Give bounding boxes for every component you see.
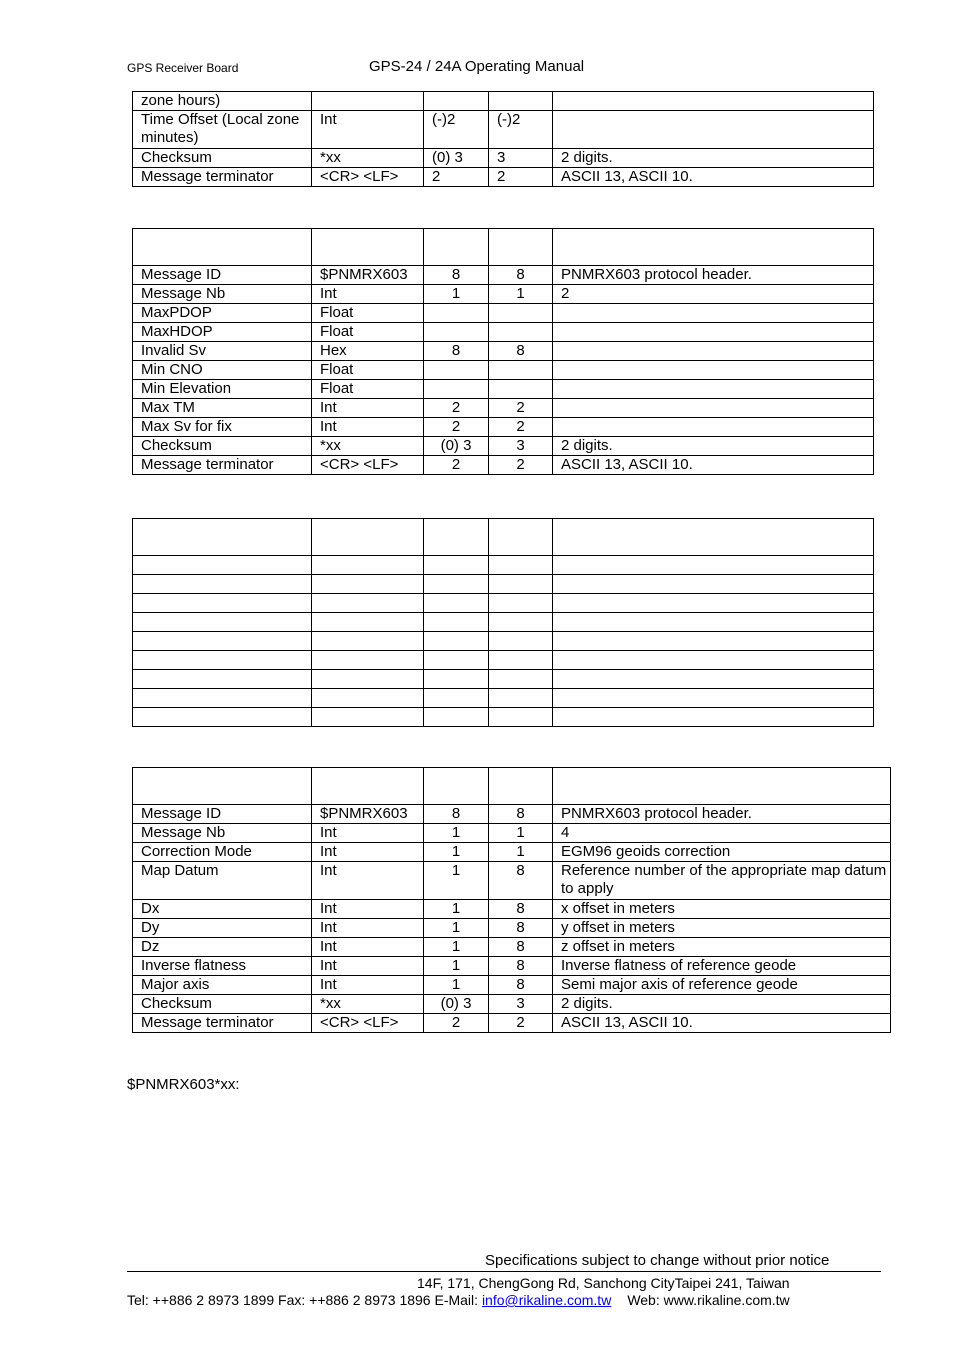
cell: Min CNO — [133, 361, 312, 380]
footer-contact — [127, 1292, 790, 1308]
table-row — [133, 342, 874, 361]
cell: 8 — [424, 342, 489, 361]
cell — [553, 342, 874, 361]
cell: Float — [312, 304, 424, 323]
cell: Message terminator — [133, 456, 312, 475]
table-header-row — [133, 768, 891, 805]
cell — [133, 575, 312, 594]
cell — [424, 768, 489, 805]
table-row — [133, 323, 874, 342]
cell: Dz — [133, 938, 312, 957]
table-row — [133, 976, 891, 995]
cell: (-)2 — [489, 111, 553, 149]
cell: Invalid Sv — [133, 342, 312, 361]
footer-contact-text: Tel: ++886 2 8973 1899 Fax: ++886 2 8973 1896 E-Mail: — [127, 1292, 482, 1308]
cell — [424, 708, 489, 727]
cell — [424, 575, 489, 594]
table-row — [133, 843, 891, 862]
cell: Int — [312, 111, 424, 149]
cell: *xx — [312, 437, 424, 456]
cell: Int — [312, 862, 424, 900]
cell — [489, 304, 553, 323]
cell — [489, 575, 553, 594]
cell: 1 — [424, 957, 489, 976]
table-time-offset — [132, 91, 874, 187]
table-row — [133, 919, 891, 938]
table2-body — [133, 266, 874, 475]
cell: 1 — [424, 862, 489, 900]
cell: zone hours) — [133, 92, 312, 111]
cell: Dy — [133, 919, 312, 938]
cell: Map Datum — [133, 862, 312, 900]
cell: 1 — [489, 824, 553, 843]
cell: <CR> <LF> — [312, 168, 424, 187]
table-row — [133, 957, 891, 976]
cell: Max Sv for fix — [133, 418, 312, 437]
table-row — [133, 111, 874, 149]
cell — [489, 519, 553, 556]
table-row — [133, 266, 874, 285]
cell: Message Nb — [133, 824, 312, 843]
email-link[interactable]: info@rikaline.com.tw — [481, 1292, 612, 1308]
cell — [133, 594, 312, 613]
cell: Int — [312, 418, 424, 437]
table-row — [133, 437, 874, 456]
cell: 2 digits. — [553, 995, 891, 1014]
table-row — [133, 285, 874, 304]
cell: 3 — [489, 149, 553, 168]
cell — [424, 304, 489, 323]
cell: 2 digits. — [553, 149, 874, 168]
cell — [312, 670, 424, 689]
table-row — [133, 995, 891, 1014]
table-row — [133, 304, 874, 323]
cell: Checksum — [133, 437, 312, 456]
table-row — [133, 361, 874, 380]
cell — [133, 519, 312, 556]
table-row — [133, 168, 874, 187]
cell: *xx — [312, 995, 424, 1014]
cell: Max TM — [133, 399, 312, 418]
cell: Int — [312, 938, 424, 957]
cell: ASCII 13, ASCII 10. — [553, 1014, 891, 1033]
table-row — [133, 805, 891, 824]
table-row — [133, 938, 891, 957]
cell: 1 — [424, 938, 489, 957]
table-row — [133, 556, 874, 575]
cell: 8 — [489, 900, 553, 919]
cell — [553, 556, 874, 575]
cell — [133, 613, 312, 632]
cell — [312, 613, 424, 632]
cell — [312, 594, 424, 613]
cell: 8 — [489, 862, 553, 900]
cell — [133, 632, 312, 651]
cell — [489, 689, 553, 708]
cell — [312, 708, 424, 727]
cell: Correction Mode — [133, 843, 312, 862]
cell — [133, 670, 312, 689]
table-row — [133, 632, 874, 651]
cell: Message ID — [133, 805, 312, 824]
cell: 4 — [553, 824, 891, 843]
table-row — [133, 862, 891, 900]
cell: <CR> <LF> — [312, 456, 424, 475]
cell: Int — [312, 399, 424, 418]
table-row — [133, 900, 891, 919]
cell: 8 — [489, 976, 553, 995]
header-left: GPS Receiver Board — [127, 61, 239, 75]
table-row — [133, 1014, 891, 1033]
cell — [553, 708, 874, 727]
cell: 1 — [424, 976, 489, 995]
cell — [312, 556, 424, 575]
cell: Float — [312, 361, 424, 380]
cell: Reference number of the appropriate map datum to apply — [553, 862, 891, 900]
cell: Hex — [312, 342, 424, 361]
cell — [133, 689, 312, 708]
cell — [424, 556, 489, 575]
cell: y offset in meters — [553, 919, 891, 938]
table-row — [133, 575, 874, 594]
cell: PNMRX603 protocol header. — [553, 805, 891, 824]
cell — [489, 323, 553, 342]
cell: $PNMRX603 — [312, 805, 424, 824]
cell — [553, 361, 874, 380]
cell — [553, 575, 874, 594]
table-pnmrx603-nb4 — [132, 767, 891, 1033]
cell — [424, 632, 489, 651]
cell — [489, 613, 553, 632]
table-row — [133, 149, 874, 168]
cell — [312, 689, 424, 708]
cell: Semi major axis of reference geode — [553, 976, 891, 995]
cell — [312, 519, 424, 556]
cell: (-)2 — [424, 111, 489, 149]
table-row — [133, 399, 874, 418]
cell: z offset in meters — [553, 938, 891, 957]
cell: 8 — [424, 266, 489, 285]
table-row — [133, 708, 874, 727]
cell — [133, 651, 312, 670]
cell: 8 — [489, 957, 553, 976]
cell — [312, 651, 424, 670]
sample-sentence: $PNMRX603*xx: — [127, 1076, 240, 1093]
footer-address: 14F, 171, ChengGong Rd, Sanchong CityTaipei 241, Taiwan — [417, 1275, 790, 1291]
cell: Int — [312, 900, 424, 919]
cell: 2 — [424, 456, 489, 475]
cell: $PNMRX603 — [312, 266, 424, 285]
cell: 3 — [489, 995, 553, 1014]
cell: 2 — [553, 285, 874, 304]
cell — [489, 594, 553, 613]
cell: (0) 3 — [424, 149, 489, 168]
cell — [424, 670, 489, 689]
table3-body — [133, 556, 874, 727]
table-pnmrx603-nb2 — [132, 228, 874, 475]
cell — [312, 632, 424, 651]
cell: 2 — [424, 418, 489, 437]
cell: *xx — [312, 149, 424, 168]
cell — [133, 768, 312, 805]
cell: Dx — [133, 900, 312, 919]
cell — [553, 689, 874, 708]
cell — [424, 613, 489, 632]
table-header-row — [133, 519, 874, 556]
cell — [489, 556, 553, 575]
cell: Message terminator — [133, 168, 312, 187]
cell — [489, 229, 553, 266]
cell — [489, 651, 553, 670]
footer-notice: Specifications subject to change without prior notice — [485, 1252, 830, 1269]
cell: MaxHDOP — [133, 323, 312, 342]
cell: Int — [312, 285, 424, 304]
cell — [553, 92, 874, 111]
table-row — [133, 418, 874, 437]
cell — [553, 380, 874, 399]
cell: 2 — [424, 399, 489, 418]
cell — [424, 651, 489, 670]
cell: 1 — [424, 285, 489, 304]
table-row — [133, 594, 874, 613]
cell: 2 — [424, 168, 489, 187]
table4-body — [133, 805, 891, 1033]
cell — [553, 399, 874, 418]
cell: MaxPDOP — [133, 304, 312, 323]
cell: 3 — [489, 437, 553, 456]
cell: Int — [312, 957, 424, 976]
cell — [489, 670, 553, 689]
footer-divider — [127, 1271, 881, 1272]
cell — [312, 92, 424, 111]
cell: (0) 3 — [424, 437, 489, 456]
footer-web: Web: www.rikaline.com.tw — [627, 1292, 790, 1308]
cell: Checksum — [133, 995, 312, 1014]
cell: Int — [312, 976, 424, 995]
cell: (0) 3 — [424, 995, 489, 1014]
cell — [553, 651, 874, 670]
cell: Inverse flatness of reference geode — [553, 957, 891, 976]
cell — [312, 229, 424, 266]
table-row — [133, 824, 891, 843]
table-row — [133, 613, 874, 632]
cell: Int — [312, 824, 424, 843]
cell: Time Offset (Local zone minutes) — [133, 111, 312, 149]
cell — [489, 708, 553, 727]
cell: 2 digits. — [553, 437, 874, 456]
cell — [133, 556, 312, 575]
cell: 2 — [489, 418, 553, 437]
cell: Min Elevation — [133, 380, 312, 399]
cell — [553, 519, 874, 556]
table-header-row — [133, 229, 874, 266]
cell: 1 — [424, 900, 489, 919]
cell: 2 — [489, 456, 553, 475]
cell — [553, 229, 874, 266]
table-row — [133, 380, 874, 399]
cell — [553, 418, 874, 437]
cell — [553, 323, 874, 342]
cell — [489, 380, 553, 399]
cell: <CR> <LF> — [312, 1014, 424, 1033]
cell — [133, 708, 312, 727]
cell: Inverse flatness — [133, 957, 312, 976]
cell: 1 — [489, 285, 553, 304]
cell — [489, 632, 553, 651]
cell — [424, 689, 489, 708]
cell — [553, 768, 891, 805]
cell: 8 — [489, 805, 553, 824]
cell — [424, 229, 489, 266]
cell — [553, 594, 874, 613]
cell — [424, 92, 489, 111]
cell: PNMRX603 protocol header. — [553, 266, 874, 285]
cell: 2 — [489, 1014, 553, 1033]
cell: EGM96 geoids correction — [553, 843, 891, 862]
cell: Int — [312, 919, 424, 938]
cell: Int — [312, 843, 424, 862]
cell: 2 — [489, 399, 553, 418]
table-row — [133, 92, 874, 111]
cell: ASCII 13, ASCII 10. — [553, 168, 874, 187]
table-empty — [132, 518, 874, 727]
cell: 2 — [489, 168, 553, 187]
cell: 2 — [424, 1014, 489, 1033]
cell — [424, 380, 489, 399]
cell — [489, 361, 553, 380]
cell: Message terminator — [133, 1014, 312, 1033]
cell: 8 — [489, 342, 553, 361]
cell: Checksum — [133, 149, 312, 168]
cell: Float — [312, 380, 424, 399]
cell — [312, 768, 424, 805]
cell — [424, 361, 489, 380]
cell: 8 — [489, 919, 553, 938]
cell — [553, 111, 874, 149]
cell: Message ID — [133, 266, 312, 285]
cell: 8 — [424, 805, 489, 824]
cell: x offset in meters — [553, 900, 891, 919]
table-row — [133, 670, 874, 689]
cell: Major axis — [133, 976, 312, 995]
cell: 8 — [489, 266, 553, 285]
table-row — [133, 689, 874, 708]
table-row — [133, 456, 874, 475]
cell — [489, 768, 553, 805]
cell — [133, 229, 312, 266]
cell — [553, 670, 874, 689]
cell: 1 — [424, 824, 489, 843]
cell: Message Nb — [133, 285, 312, 304]
cell: 1 — [424, 843, 489, 862]
table-row — [133, 651, 874, 670]
cell — [489, 92, 553, 111]
cell: ASCII 13, ASCII 10. — [553, 456, 874, 475]
cell: 8 — [489, 938, 553, 957]
cell — [312, 575, 424, 594]
cell — [424, 519, 489, 556]
cell: 1 — [489, 843, 553, 862]
header-title: GPS-24 / 24A Operating Manual — [369, 58, 585, 75]
cell: 1 — [424, 919, 489, 938]
cell — [553, 304, 874, 323]
cell — [424, 323, 489, 342]
cell — [553, 632, 874, 651]
cell: Float — [312, 323, 424, 342]
cell — [424, 594, 489, 613]
cell — [553, 613, 874, 632]
